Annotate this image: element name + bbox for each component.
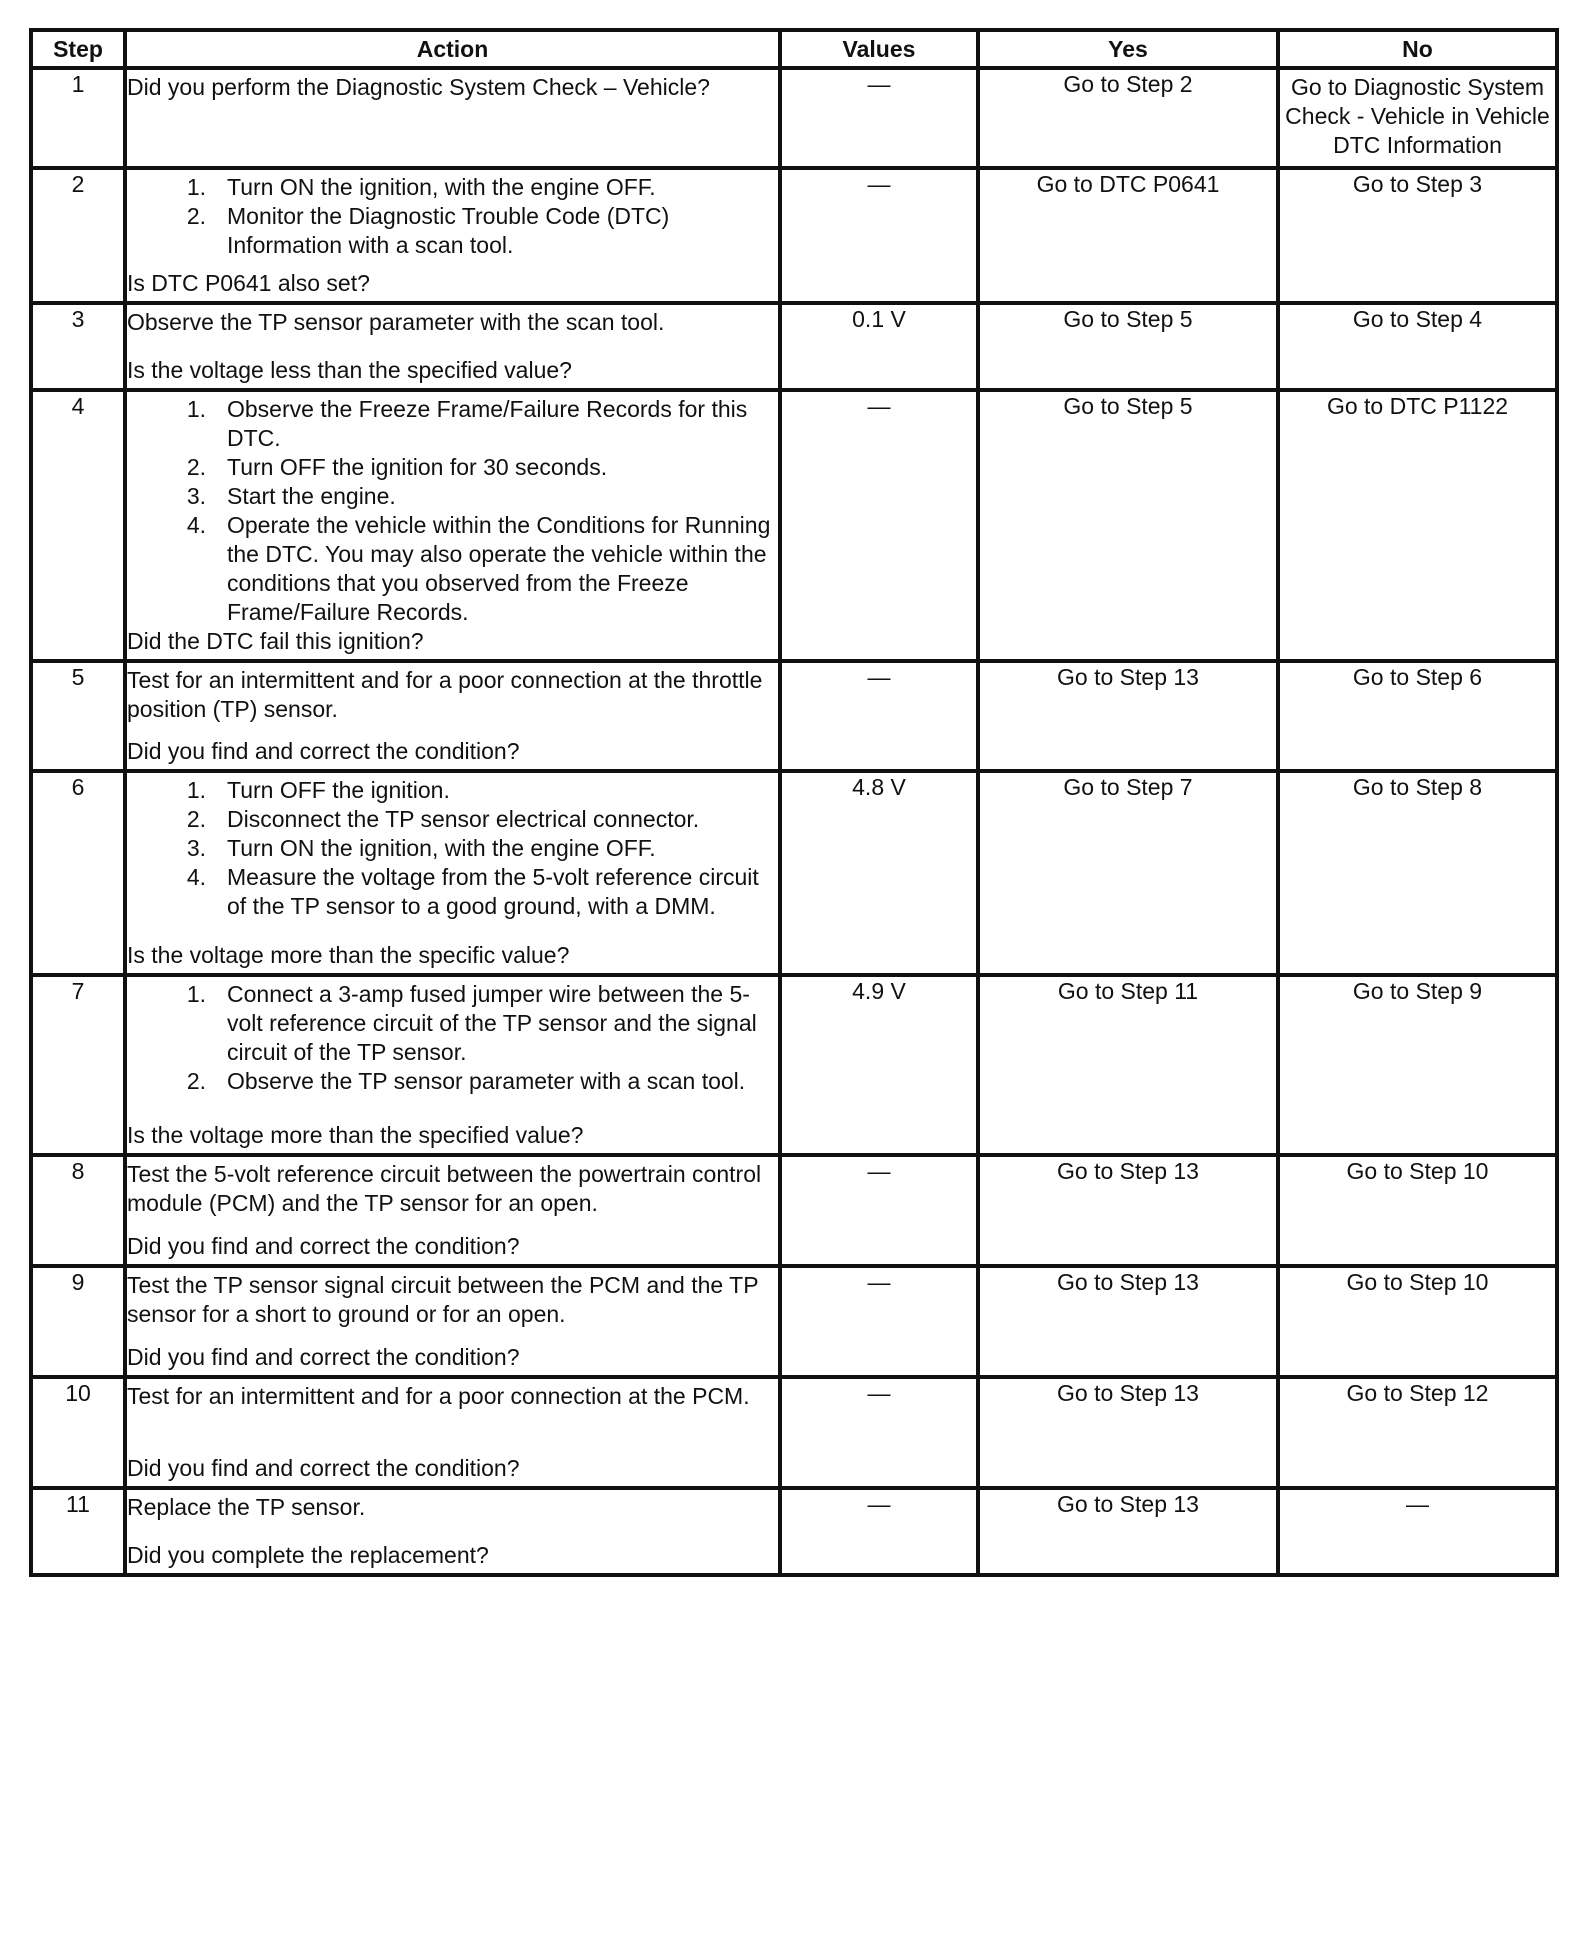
step-number: 6 bbox=[31, 771, 125, 975]
action-step-item bbox=[127, 863, 778, 921]
yes-outcome: Go to Step 7 bbox=[978, 771, 1278, 975]
action-question: Did you find and correct the condition? bbox=[127, 1344, 520, 1370]
table-row bbox=[31, 661, 1557, 771]
header-step: Step bbox=[31, 30, 125, 68]
action-cell bbox=[125, 771, 780, 975]
action-step-item bbox=[127, 776, 778, 805]
action-content bbox=[127, 170, 778, 301]
step-number: 11 bbox=[31, 1488, 125, 1575]
action-step-number: 4. bbox=[186, 512, 206, 538]
step-number: 4 bbox=[31, 390, 125, 661]
action-body bbox=[127, 663, 778, 737]
no-outcome: Go to Step 12 bbox=[1278, 1377, 1557, 1488]
yes-outcome: Go to Step 13 bbox=[978, 1488, 1278, 1575]
diagnostic-table bbox=[29, 28, 1559, 1577]
value-cell: — bbox=[780, 390, 978, 661]
table-row bbox=[31, 1377, 1557, 1488]
action-body bbox=[127, 70, 778, 166]
action-step-number: 1. bbox=[186, 777, 206, 803]
no-outcome: Go to Step 10 bbox=[1278, 1266, 1557, 1377]
value-cell: 4.9 V bbox=[780, 975, 978, 1155]
action-step-text: Turn OFF the ignition for 30 seconds. bbox=[227, 454, 608, 480]
step-number: 7 bbox=[31, 975, 125, 1155]
action-body bbox=[127, 392, 778, 627]
action-question: Did the DTC fail this ignition? bbox=[127, 628, 424, 654]
action-content bbox=[127, 70, 778, 166]
action-text: Test the 5-volt reference circuit between the powertrain control module (PCM) and the TP sensor for an open. bbox=[127, 1161, 762, 1216]
action-step-item bbox=[127, 453, 778, 482]
action-step-text: Monitor the Diagnostic Trouble Code (DTC) Information with a scan tool. bbox=[227, 203, 670, 258]
action-body bbox=[127, 1157, 778, 1232]
action-step-text: Start the engine. bbox=[227, 483, 396, 509]
action-step-item bbox=[127, 834, 778, 863]
yes-outcome: Go to Step 5 bbox=[978, 303, 1278, 390]
header-row bbox=[31, 30, 1557, 68]
action-body bbox=[127, 977, 778, 1121]
yes-outcome: Go to Step 11 bbox=[978, 975, 1278, 1155]
action-text: Test for an intermittent and for a poor connection at the throttle position (TP) sensor. bbox=[127, 667, 763, 722]
action-text: Replace the TP sensor. bbox=[127, 1494, 366, 1520]
action-question: Did you find and correct the condition? bbox=[127, 738, 520, 764]
action-content bbox=[127, 1268, 778, 1375]
action-step-text: Measure the voltage from the 5-volt reference circuit of the TP sensor to a good ground, with a DMM. bbox=[227, 864, 759, 919]
action-cell bbox=[125, 303, 780, 390]
action-step-item bbox=[127, 511, 778, 627]
table-header bbox=[31, 30, 1557, 68]
action-step-item bbox=[127, 805, 778, 834]
action-cell bbox=[125, 390, 780, 661]
action-content bbox=[127, 977, 778, 1153]
table-row bbox=[31, 1266, 1557, 1377]
value-cell: — bbox=[780, 1266, 978, 1377]
value-cell: — bbox=[780, 661, 978, 771]
action-cell bbox=[125, 168, 780, 303]
header-values: Values bbox=[780, 30, 978, 68]
step-number: 2 bbox=[31, 168, 125, 303]
action-step-number: 3. bbox=[186, 835, 206, 861]
action-question: Is the voltage more than the specific value? bbox=[127, 942, 570, 968]
action-text: Test for an intermittent and for a poor connection at the PCM. bbox=[127, 1383, 750, 1409]
action-question: Is the voltage more than the specified value? bbox=[127, 1122, 584, 1148]
value-cell: — bbox=[780, 1155, 978, 1266]
action-content bbox=[127, 663, 778, 769]
action-content bbox=[127, 1157, 778, 1264]
action-cell bbox=[125, 68, 780, 168]
table-row bbox=[31, 771, 1557, 975]
action-step-item bbox=[127, 482, 778, 511]
action-body bbox=[127, 1490, 778, 1541]
action-content bbox=[127, 773, 778, 973]
action-question: Is the voltage less than the specified value? bbox=[127, 357, 572, 383]
value-cell: 0.1 V bbox=[780, 303, 978, 390]
table-row bbox=[31, 68, 1557, 168]
action-cell bbox=[125, 1377, 780, 1488]
action-text: Test the TP sensor signal circuit between the PCM and the TP sensor for a short to ground or for an open. bbox=[127, 1272, 759, 1327]
no-outcome: Go to Step 6 bbox=[1278, 661, 1557, 771]
action-content bbox=[127, 1379, 778, 1486]
action-cell bbox=[125, 1266, 780, 1377]
table-row bbox=[31, 975, 1557, 1155]
no-outcome: Go to Step 4 bbox=[1278, 303, 1557, 390]
action-step-item bbox=[127, 980, 778, 1067]
step-number: 5 bbox=[31, 661, 125, 771]
action-step-number: 2. bbox=[186, 454, 206, 480]
step-number: 1 bbox=[31, 68, 125, 168]
action-step-item bbox=[127, 173, 778, 202]
no-outcome: Go to Step 9 bbox=[1278, 975, 1557, 1155]
table-row bbox=[31, 168, 1557, 303]
table-row bbox=[31, 1155, 1557, 1266]
action-body bbox=[127, 773, 778, 941]
action-cell bbox=[125, 661, 780, 771]
header-no: No bbox=[1278, 30, 1557, 68]
action-steps-list bbox=[127, 980, 778, 1096]
action-body bbox=[127, 305, 778, 356]
value-cell: — bbox=[780, 1488, 978, 1575]
action-cell bbox=[125, 1155, 780, 1266]
action-body bbox=[127, 1268, 778, 1343]
action-step-item bbox=[127, 1067, 778, 1096]
action-steps-list bbox=[127, 395, 778, 627]
action-step-text: Observe the TP sensor parameter with a scan tool. bbox=[227, 1068, 746, 1094]
action-step-number: 2. bbox=[186, 806, 206, 832]
action-content bbox=[127, 392, 778, 659]
no-outcome: Go to Step 10 bbox=[1278, 1155, 1557, 1266]
action-body bbox=[127, 170, 778, 269]
action-question: Did you complete the replacement? bbox=[127, 1542, 489, 1568]
action-step-text: Operate the vehicle within the Conditions for Running the DTC. You may also operate the vehicle within the conditions that you observed from the Freeze Frame/Failure Records. bbox=[227, 512, 771, 625]
action-step-text: Connect a 3-amp fused jumper wire between the 5-volt reference circuit of the TP sensor and the signal circuit of the TP sensor. bbox=[227, 981, 757, 1065]
action-cell bbox=[125, 1488, 780, 1575]
header-action: Action bbox=[125, 30, 780, 68]
action-step-item bbox=[127, 202, 778, 260]
step-number: 3 bbox=[31, 303, 125, 390]
action-body bbox=[127, 1379, 778, 1454]
action-step-text: Turn ON the ignition, with the engine OFF. bbox=[227, 174, 656, 200]
action-content bbox=[127, 1490, 778, 1573]
yes-outcome: Go to Step 13 bbox=[978, 1377, 1278, 1488]
value-cell: — bbox=[780, 1377, 978, 1488]
no-outcome: Go to Diagnostic System Check - Vehicle in Vehicle DTC Information bbox=[1278, 68, 1557, 168]
table-row bbox=[31, 303, 1557, 390]
yes-outcome: Go to Step 13 bbox=[978, 661, 1278, 771]
action-step-number: 1. bbox=[186, 981, 206, 1007]
action-question: Did you find and correct the condition? bbox=[127, 1455, 520, 1481]
table-body bbox=[31, 68, 1557, 1575]
action-text: Observe the TP sensor parameter with the scan tool. bbox=[127, 309, 665, 335]
action-step-text: Disconnect the TP sensor electrical connector. bbox=[227, 806, 700, 832]
action-step-text: Turn OFF the ignition. bbox=[227, 777, 450, 803]
action-step-number: 3. bbox=[186, 483, 206, 509]
value-cell: — bbox=[780, 68, 978, 168]
no-outcome: Go to Step 3 bbox=[1278, 168, 1557, 303]
action-step-number: 1. bbox=[186, 396, 206, 422]
action-question: Did you find and correct the condition? bbox=[127, 1233, 520, 1259]
action-step-number: 4. bbox=[186, 864, 206, 890]
yes-outcome: Go to Step 2 bbox=[978, 68, 1278, 168]
step-number: 9 bbox=[31, 1266, 125, 1377]
action-steps-list bbox=[127, 776, 778, 921]
action-step-text: Observe the Freeze Frame/Failure Records for this DTC. bbox=[227, 396, 748, 451]
no-outcome: Go to DTC P1122 bbox=[1278, 390, 1557, 661]
action-step-number: 2. bbox=[186, 1068, 206, 1094]
action-step-number: 2. bbox=[186, 203, 206, 229]
action-content bbox=[127, 305, 778, 388]
action-text: Did you perform the Diagnostic System Check – Vehicle? bbox=[127, 74, 710, 100]
action-step-number: 1. bbox=[186, 174, 206, 200]
table-row bbox=[31, 1488, 1557, 1575]
action-step-item bbox=[127, 395, 778, 453]
table-row bbox=[31, 390, 1557, 661]
no-outcome: — bbox=[1278, 1488, 1557, 1575]
action-steps-list bbox=[127, 173, 778, 260]
action-question: Is DTC P0641 also set? bbox=[127, 270, 370, 296]
yes-outcome: Go to Step 5 bbox=[978, 390, 1278, 661]
yes-outcome: Go to Step 13 bbox=[978, 1266, 1278, 1377]
action-step-text: Turn ON the ignition, with the engine OFF. bbox=[227, 835, 656, 861]
header-yes: Yes bbox=[978, 30, 1278, 68]
yes-outcome: Go to Step 13 bbox=[978, 1155, 1278, 1266]
value-cell: 4.8 V bbox=[780, 771, 978, 975]
no-outcome: Go to Step 8 bbox=[1278, 771, 1557, 975]
value-cell: — bbox=[780, 168, 978, 303]
yes-outcome: Go to DTC P0641 bbox=[978, 168, 1278, 303]
action-cell bbox=[125, 975, 780, 1155]
step-number: 10 bbox=[31, 1377, 125, 1488]
step-number: 8 bbox=[31, 1155, 125, 1266]
